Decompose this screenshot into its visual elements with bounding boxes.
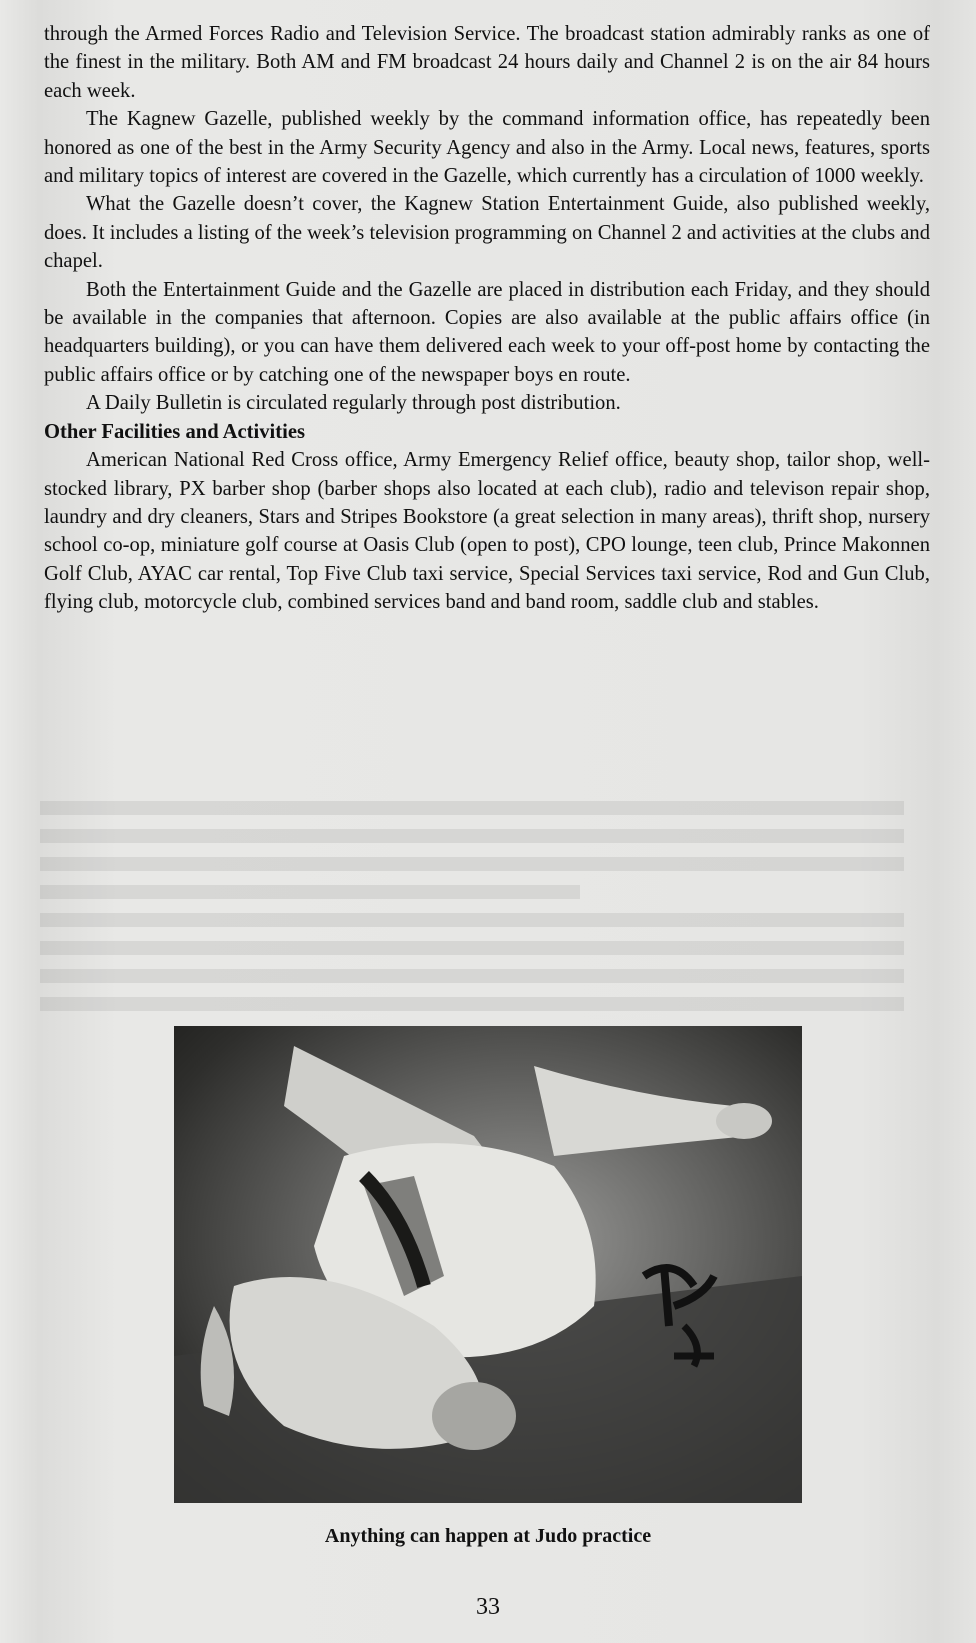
paragraph-entertainment-guide: What the Gazelle doesn’t cover, the Kagnew Station Entertainment Guide, also published weekly, does. It includes a listing of the week’s television programming on Channel 2 and activities at the clubs and chapel. [44, 193, 930, 273]
article-body [44, 20, 930, 617]
judo-photo [174, 1026, 802, 1503]
bleed-through-title [40, 725, 940, 787]
paragraph-gazelle: The Kagnew Gazelle, published weekly by the command information office, has repeatedly been honored as one of the best in the Army Security Agency and also in the Army. Local news, features, sports and military topics of interest are covered in the Gazelle, which currently has a circulation of 1000 weekly. [44, 108, 930, 188]
judo-photo-illustration [174, 1026, 802, 1503]
photo-caption: Anything can happen at Judo practice [324, 1525, 652, 1547]
paragraph-daily-bulletin: A Daily Bulletin is circulated regularly through post distribution. [86, 392, 621, 415]
paragraph-distribution: Both the Entertainment Guide and the Gazelle are placed in distribution each Friday, and they should be available in the companies that afternoon. Copies are also available at the public affairs office (in headquarters building), or you can have them delivered each week to your off-post home by contacting the public affairs office or by catching one of the newspaper boys en route. [44, 278, 930, 386]
paragraph-other-facilities: American National Red Cross office, Army Emergency Relief office, beauty shop, tailor shop, well-stocked library, PX barber shop (barber shops also located at each club), radio and televison repair shop, laundry and dry cleaners, Stars and Stripes Bookstore (a great selection in many areas), thrift shop, nursery school co-op, miniature golf course at Oasis Club (open to post), CPO lounge, teen club, Prince Makonnen Golf Club, AYAC car rental, Top Five Club taxi service, Special Services taxi service, Rod and Gun Club, flying club, motorcycle club, combined services band and band room, saddle club and stables. [44, 449, 930, 614]
section-heading: Other Facilities and Activities [44, 420, 306, 443]
page-number: 33 [476, 1594, 500, 1620]
paragraph-radio-tv: through the Armed Forces Radio and Television Service. The broadcast station admirably ranks as one of the finest in the military. Both AM and FM broadcast 24 hours daily and Channel 2 is on the air 84 hours each week. [44, 23, 930, 102]
